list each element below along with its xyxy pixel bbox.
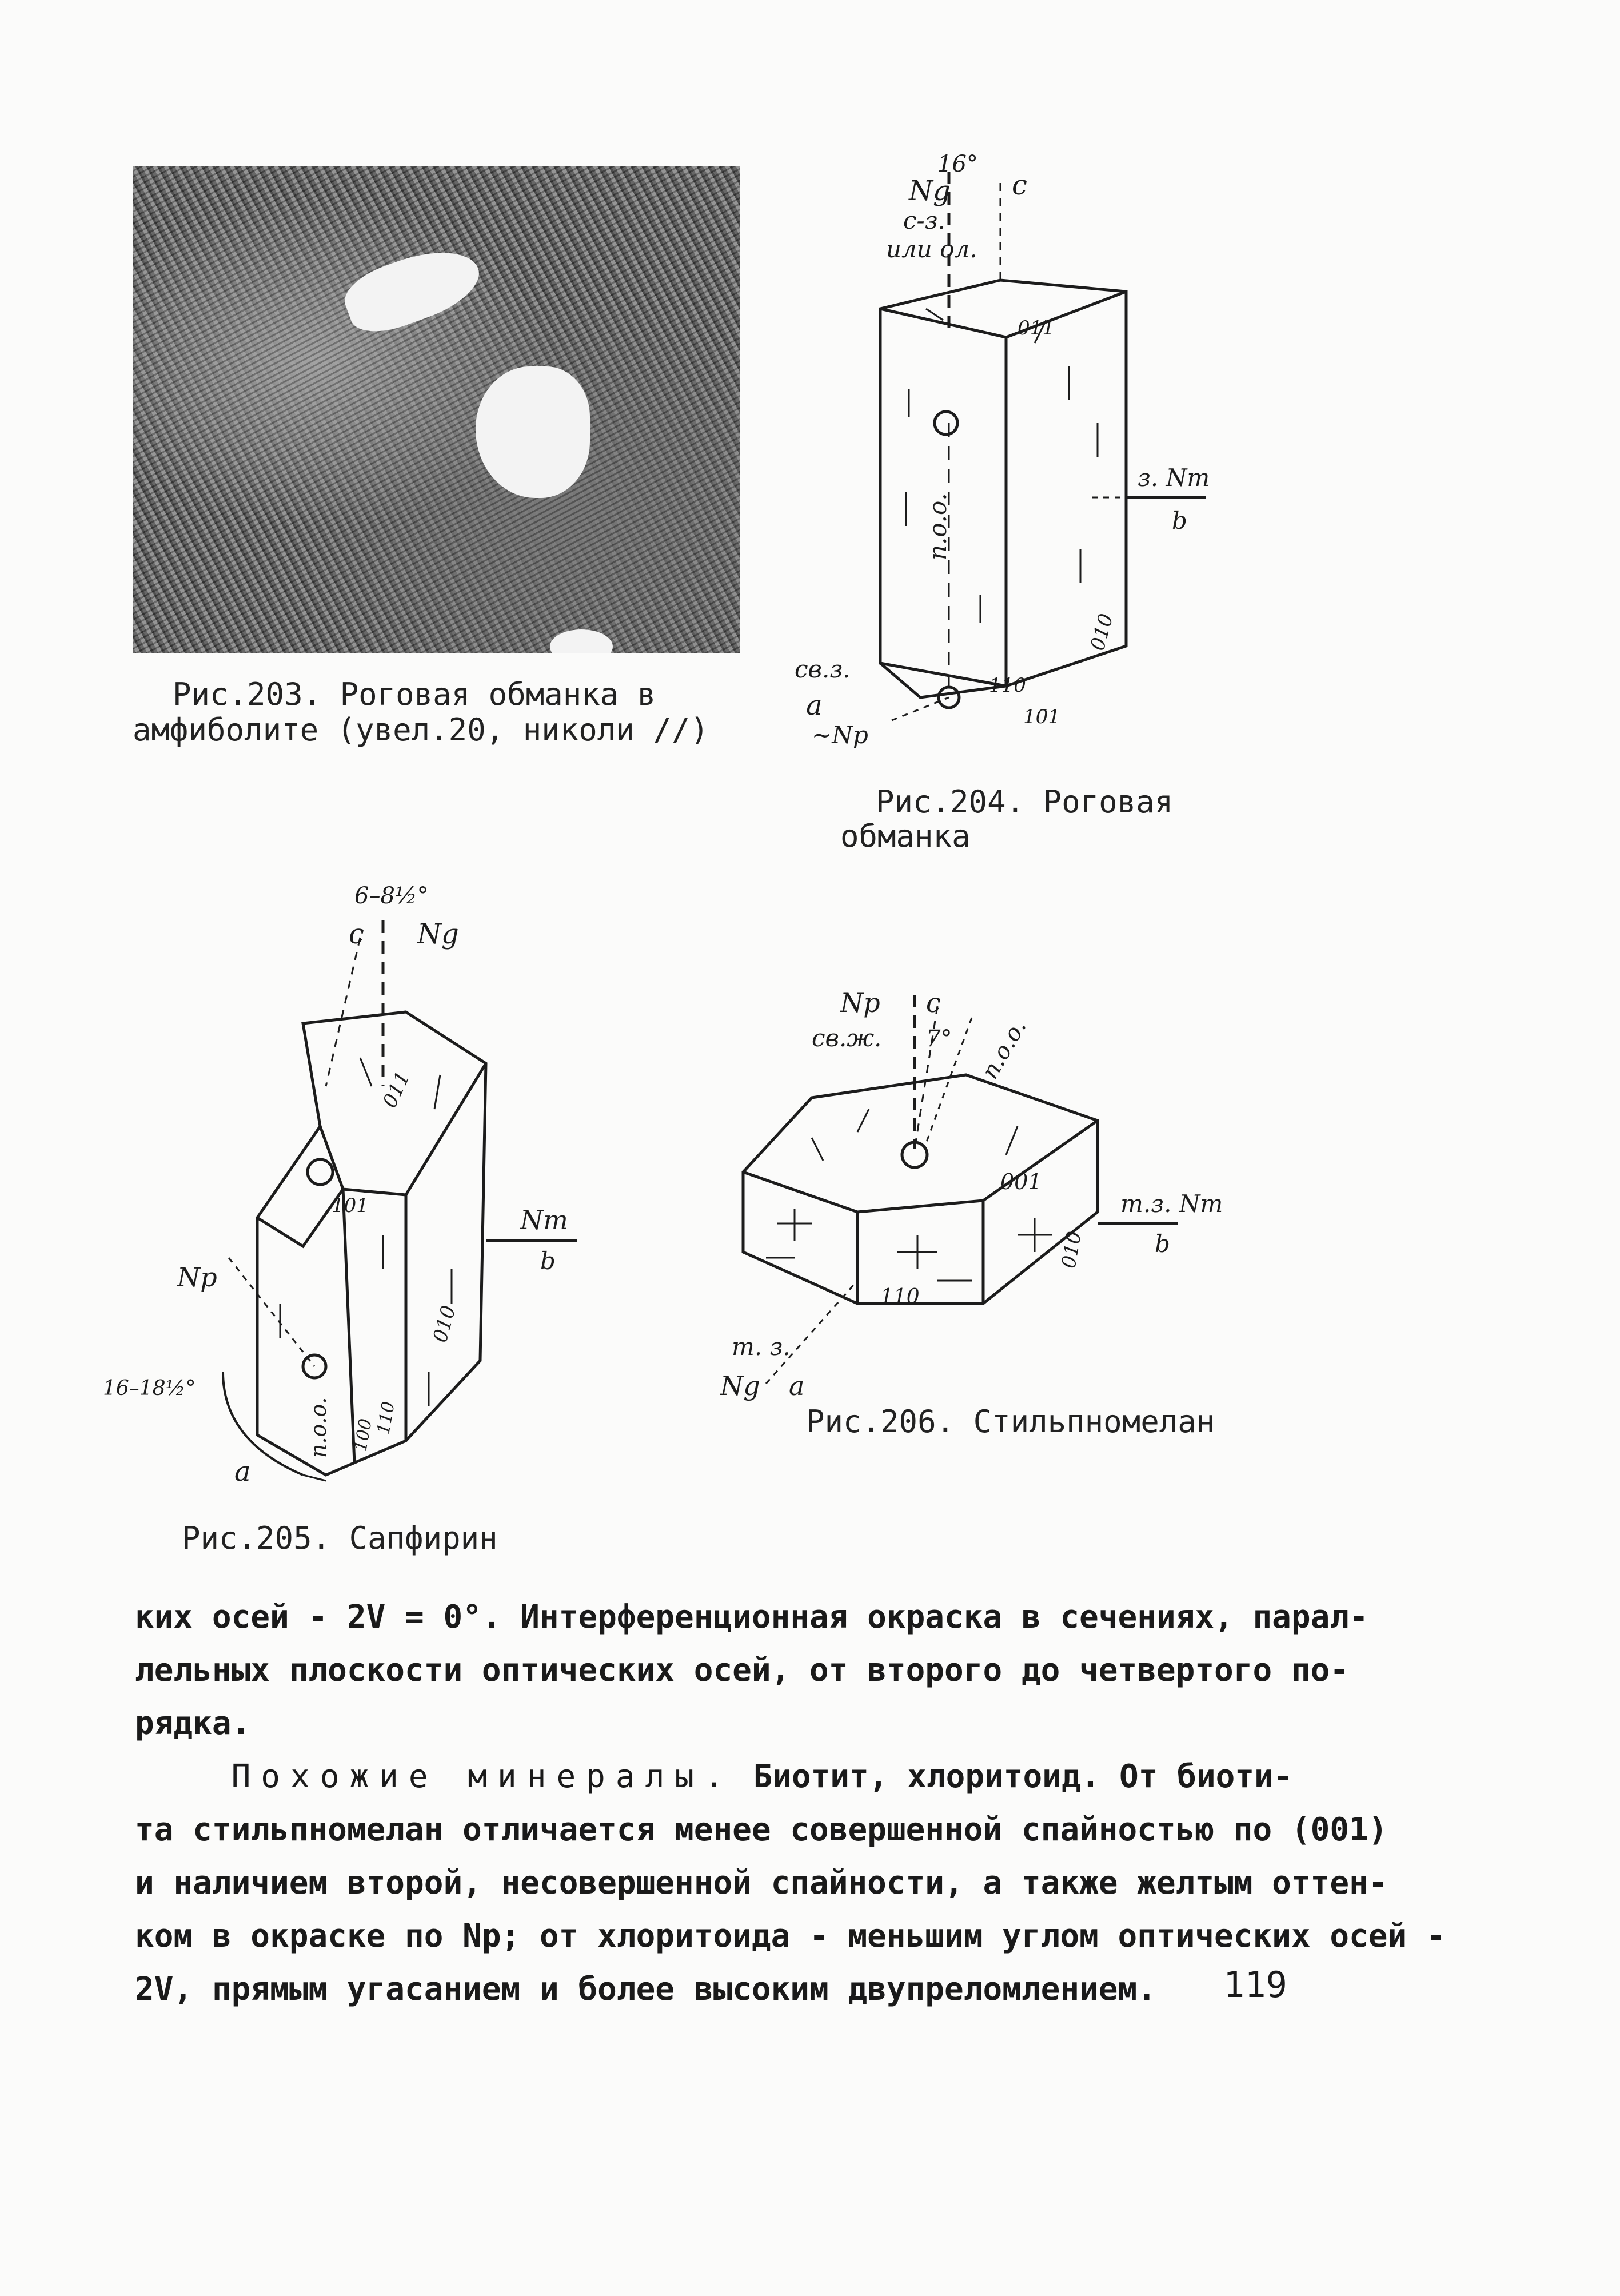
fig205-face100: 100 <box>350 1417 376 1453</box>
fig204-ng: Ng <box>909 175 951 207</box>
fig206-face001: 001 <box>1000 1169 1042 1194</box>
photo-texture <box>133 166 740 653</box>
page-number: 119 <box>1223 1964 1287 2006</box>
fig205-diagram <box>86 869 635 1498</box>
fig205-angle-side: 16–18½° <box>103 1377 196 1400</box>
body-line-7: ком в окраске по Np; от хлоритоида - меньшим углом оптических осей - <box>135 1918 1446 1955</box>
fig205-nm: Nm <box>520 1205 568 1235</box>
body-line-4 <box>135 1750 1364 1803</box>
fig206-caption: Рис.206. Стильпномелан <box>806 1404 1215 1440</box>
fig203-caption-1: Рис.203. Роговая обманка в <box>173 676 656 712</box>
body-line-8: 2V, прямым угасанием и более высоким двупреломлением. <box>135 1971 1156 2008</box>
fig204-a: a <box>806 689 823 722</box>
fig203-caption-2: амфиболите (увел.20, николи //) <box>133 712 709 748</box>
body-line-1: ких осей - 2V = 0°. Интерференционная окраска в сечениях, парал- <box>135 1599 1368 1636</box>
micrograph-photo <box>133 166 740 653</box>
body-line-4-rest: Биотит, хлоритоид. От биоти- <box>733 1758 1293 1795</box>
fig204-diagram <box>760 149 1275 778</box>
fig204-face011: 011 <box>1018 317 1055 340</box>
fig206-diagram <box>697 983 1269 1452</box>
fig204-face010: 010 <box>1086 611 1118 653</box>
fig205-np: Np <box>177 1262 217 1293</box>
fig205-angle-top: 6–8½° <box>354 883 429 909</box>
fig206-ng-color: т. з. <box>732 1333 791 1361</box>
fig206-ng: Ng <box>720 1370 760 1401</box>
fig206-face110: 110 <box>880 1285 920 1309</box>
fig204-angle: 16° <box>937 151 978 177</box>
fig205-c: c <box>349 918 364 950</box>
fig206-angle: 7° <box>926 1026 952 1052</box>
fig206-c: c <box>926 987 941 1018</box>
body-line-2: лельных плоскости оптических осей, от второго до четвертого по- <box>135 1652 1350 1689</box>
body-line-6: и наличием второй, несовершенной спайности, а также желтым оттен- <box>135 1864 1388 1902</box>
fig206-poo: п.о.о. <box>976 1014 1032 1083</box>
fig204-face110: 110 <box>989 674 1026 697</box>
fig204-color2: или ол. <box>886 235 977 263</box>
fig204-caption-2: обманка <box>840 818 971 854</box>
fig205-face011: 011 <box>378 1068 415 1111</box>
fig205-ng: Ng <box>417 918 459 950</box>
fig204-c: c <box>1012 169 1027 201</box>
body-line-3: рядка. <box>135 1705 251 1742</box>
fig204-nm-color: з. Nm <box>1138 464 1210 492</box>
body-line-5: та стильпномелан отличается менее совершенной спайностью по (001) <box>135 1811 1388 1848</box>
fig206-np: Np <box>840 987 880 1018</box>
fig205-face110: 110 <box>373 1400 399 1436</box>
fig205-poo: п.о.о. <box>306 1397 331 1458</box>
fig205-caption: Рис.205. Сапфирин <box>182 1520 498 1556</box>
fig204-poo: п.о.о. <box>924 493 952 560</box>
fig206-a: a <box>789 1370 805 1401</box>
fig204-np: ~Np <box>812 721 868 749</box>
fig206-nm: т.з. Nm <box>1120 1190 1223 1218</box>
fig204-color1: с-з. <box>903 206 945 234</box>
fig204-b: b <box>1172 507 1187 535</box>
fig204-cleavage: св.з. <box>795 655 851 683</box>
fig205-b: b <box>540 1247 556 1275</box>
fig205-a: a <box>234 1456 251 1488</box>
fig206-b: b <box>1155 1230 1170 1258</box>
fig205-face101: 101 <box>332 1194 369 1217</box>
fig206-cleavage: св.ж. <box>812 1024 882 1052</box>
similar-minerals-heading: Похожие минералы. <box>231 1758 734 1795</box>
body-text <box>135 1591 1446 2016</box>
fig206-face010: 010 <box>1057 1229 1087 1270</box>
fig205-face010: 010 <box>429 1303 461 1345</box>
fig204-caption-1: Рис.204. Роговая <box>876 784 1174 820</box>
fig204-face101: 10̄1 <box>1023 705 1060 728</box>
